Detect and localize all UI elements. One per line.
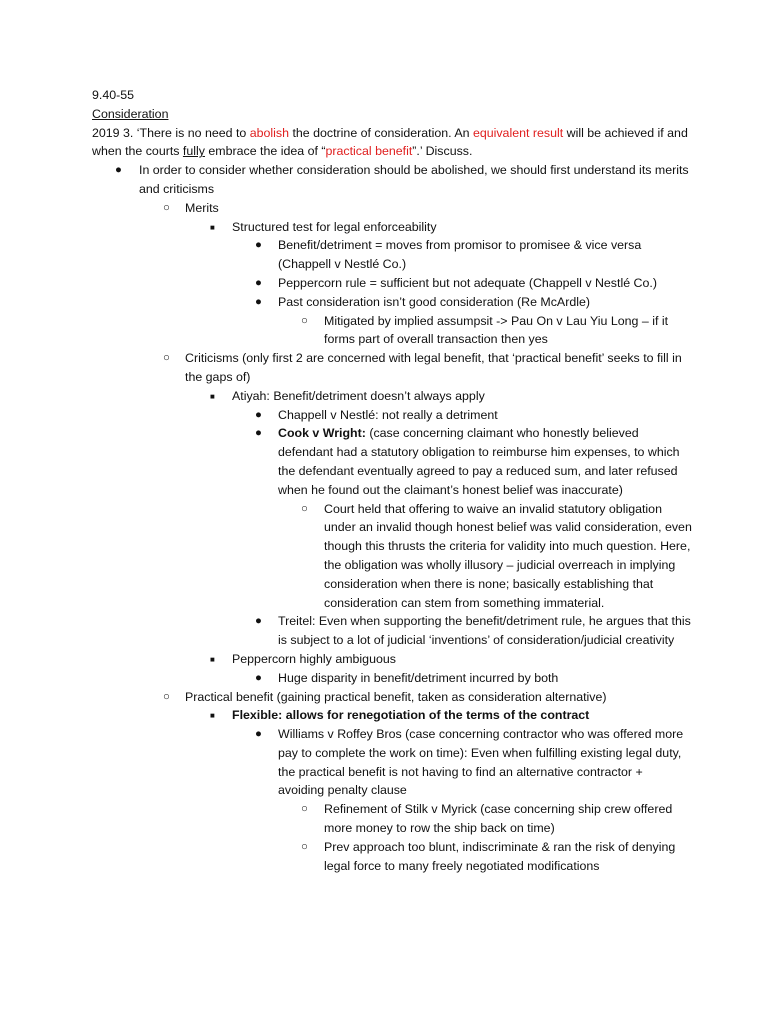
bullet-marker: ● <box>255 615 262 628</box>
list-item-chappell-nestle <box>92 406 692 425</box>
list-item-text: In order to consider whether consideration should be abolished, we should first understand its merits and criticisms <box>139 163 689 196</box>
highlight-practical-benefit: practical benefit <box>325 144 413 159</box>
list-item-peppercorn-ambiguous <box>92 650 692 669</box>
list-item-mitigated <box>92 312 692 350</box>
list-item-text: Peppercorn rule = sufficient but not adequate (Chappell v Nestlé Co.) <box>278 275 657 290</box>
list-item-williams-v-roffey <box>92 725 692 800</box>
list-item-text: Practical benefit (gaining practical benefit, taken as consideration alternative) <box>185 689 607 704</box>
bullet-marker: ● <box>255 239 262 252</box>
list-item-court-held <box>92 500 692 613</box>
list-item-text: Past consideration isn’t good consideration (Re McArdle) <box>278 294 590 309</box>
bullet-marker: ● <box>115 164 122 177</box>
question-part: will be achieved if and when the courts <box>92 125 688 159</box>
list-item-text: Huge disparity in benefit/detriment incurred by both <box>278 670 559 685</box>
list-item-prev-approach <box>92 838 692 876</box>
list-item-huge-disparity <box>92 669 692 688</box>
question-text <box>92 124 692 162</box>
list-item-benefit-detriment <box>92 236 692 274</box>
document-body <box>92 86 692 875</box>
topic-title: Consideration <box>92 106 169 121</box>
list-item-practical-benefit <box>92 688 692 707</box>
list-item-structured-test <box>92 218 692 237</box>
list-item-peppercorn-rule <box>92 274 692 293</box>
list-item-text: Prev approach too blunt, indiscriminate & ran the risk of denying legal force to many freely negotiated modifications <box>324 839 676 873</box>
bullet-marker: ● <box>255 295 262 308</box>
section-heading: 9.40-55 <box>92 88 135 102</box>
list-item-treitel <box>92 612 692 650</box>
list-item-text: Peppercorn highly ambiguous <box>232 651 396 666</box>
bullet-marker: ● <box>255 671 262 684</box>
question-part: the doctrine of consideration. An <box>289 125 473 140</box>
circle-marker: ○ <box>163 690 170 703</box>
list-item-text: Treitel: Even when supporting the benefit/detriment rule, he argues that this is subject to a lot of judicial ‘inventions’ of consideration/judicial creativity <box>278 614 691 648</box>
bullet-marker: ● <box>255 728 262 741</box>
underlined-fully: fully <box>182 144 205 159</box>
bullet-marker: ● <box>255 408 262 421</box>
circle-marker: ○ <box>163 352 170 365</box>
list-item-text: Merits <box>185 200 219 215</box>
highlight-abolish: abolish <box>249 125 290 140</box>
list-item-atiyah <box>92 387 692 406</box>
list-item-past-consideration <box>92 293 692 312</box>
list-item-criticisms <box>92 349 692 387</box>
circle-marker: ○ <box>163 201 170 214</box>
question-part: 2019 3. ‘There is no need to <box>92 125 250 140</box>
circle-marker: ○ <box>301 314 308 327</box>
circle-marker: ○ <box>301 502 308 515</box>
square-marker: ■ <box>210 711 215 721</box>
list-item-text: Court held that offering to waive an invalid statutory obligation under an invalid though honest belief was valid consideration, even though this thrusts the criteria for validity into much question. Here, the obligation was wholly illusory – judicial overreach in implying consideration when there is none; basically establishing that consideration can stem from something immaterial. <box>324 501 692 610</box>
circle-marker: ○ <box>301 840 308 853</box>
list-item-text: Williams v Roffey Bros (case concerning contractor who was offered more pay to complete the work on time): Even when fulfilling existing legal duty, the practical benefit is not having to find an alternative contractor + avoiding penalty clause <box>278 727 684 798</box>
list-item-text: Chappell v Nestlé: not really a detriment <box>278 407 498 422</box>
list-item-intro <box>92 161 692 199</box>
bullet-marker: ● <box>255 427 262 440</box>
square-marker: ■ <box>210 222 215 232</box>
list-item-flexible <box>92 706 692 725</box>
square-marker: ■ <box>210 391 215 401</box>
list-item-text: Flexible: allows for renegotiation of the terms of the contract <box>232 708 590 723</box>
highlight-equivalent-result: equivalent result <box>472 125 564 140</box>
list-item-text: Refinement of Stilk v Myrick (case concerning ship crew offered more money to row the ship back on time) <box>324 802 673 836</box>
list-item-merits <box>92 199 692 218</box>
list-item-text: Mitigated by implied assumpsit -> Pau On v Lau Yiu Long – if it forms part of overall transaction then yes <box>324 313 669 347</box>
circle-marker: ○ <box>301 803 308 816</box>
bullet-marker: ● <box>255 276 262 289</box>
list-item-text: Benefit/detriment = moves from promisor to promisee & vice versa (Chappell v Nestlé Co.) <box>278 238 642 272</box>
square-marker: ■ <box>210 654 215 664</box>
list-item-cook-v-wright <box>92 424 692 499</box>
list-item-text: (case concerning claimant who honestly believed defendant had a statutory obligation to reimburse him expenses, to which the defendant eventually agreed to pay a reduced sum, and later refused when he found out the claimant’s honest belief was inaccurate) <box>278 426 680 497</box>
list-item-refinement <box>92 800 692 838</box>
question-part: embrace the idea of “ <box>204 144 326 159</box>
list-item-text: Structured test for legal enforceability <box>232 219 437 234</box>
list-item-text: Criticisms (only first 2 are concerned with legal benefit, that ‘practical benefit’ seeks to fill in the gaps of) <box>185 351 682 384</box>
question-part: ”.’ Discuss. <box>412 144 473 159</box>
case-name-bold: Cook v Wright: <box>278 426 366 441</box>
list-item-text: Atiyah: Benefit/detriment doesn’t always apply <box>232 388 485 403</box>
